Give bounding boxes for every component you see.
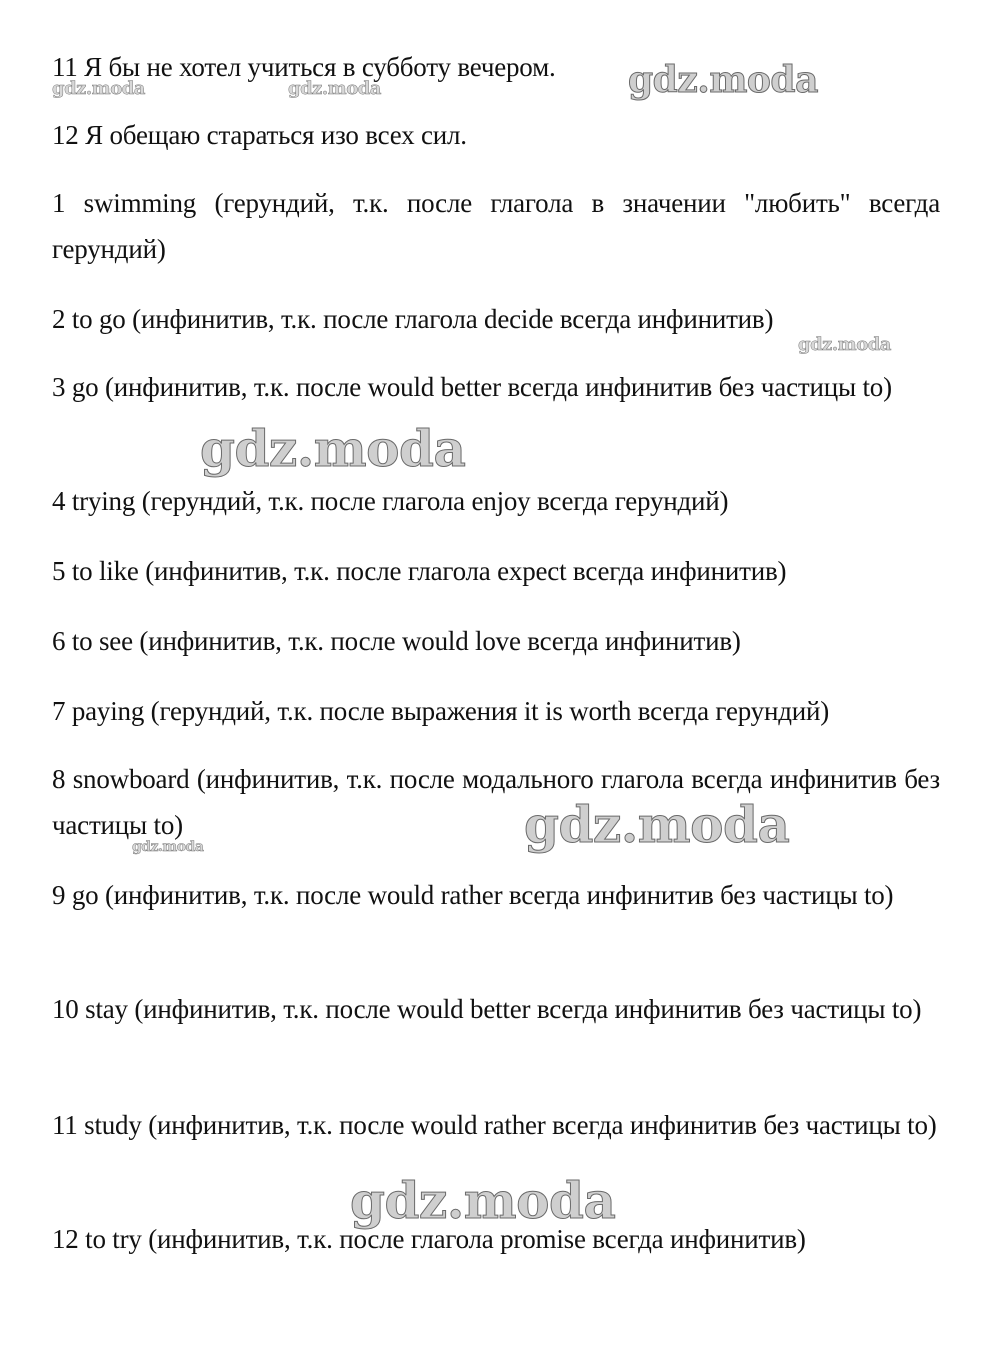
watermark-logo: gdz.moda [524,795,790,854]
watermark-logo: gdz.moda [628,59,818,101]
watermark-logo: gdz.moda [200,419,466,478]
answer-line-7: 7 paying (герундий, т.к. после выражения it is worth всегда герундий) [52,696,830,726]
answer-line-1: 1 swimming (герундий, т.к. после глагола в значении "любить" всегда герундий) [52,188,940,264]
answer-line-3: 3 go (инфинитив, т.к. после would better всегда инфинитив без частицы to) [52,372,892,402]
answer-line-10: 10 stay (инфинитив, т.к. после would better всегда инфинитив без частицы to) [52,994,922,1024]
answer-line-9: 9 go (инфинитив, т.к. после would rather всегда инфинитив без частицы to) [52,880,894,910]
answer-line-4: 4 trying (герундий, т.к. после глагола enjoy всегда герундий) [52,486,729,516]
answer-line-12: 12 to try (инфинитив, т.к. после глагола promise всегда инфинитив) [52,1224,806,1254]
translation-line-12: 12 Я обещаю стараться изо всех сил. [52,120,467,150]
answer-line-6: 6 to see (инфинитив, т.к. после would love всегда инфинитив) [52,626,741,656]
watermark-logo: gdz.moda [52,78,145,99]
answer-line-11: 11 study (инфинитив, т.к. после would rather всегда инфинитив без частицы to) [52,1110,937,1140]
answer-line-2: 2 to go (инфинитив, т.к. после глагола decide всегда инфинитив) [52,304,774,334]
watermark-logo: gdz.moda [132,839,204,855]
watermark-logo: gdz.moda [288,78,381,99]
watermark-logo: gdz.moda [798,334,891,355]
answer-line-8: 8 snowboard (инфинитив, т.к. после модального глагола всегда инфинитив без частицы to) [52,764,940,840]
translation-line-11: 11 Я бы не хотел учиться в субботу вечером. [52,52,556,82]
answer-line-5: 5 to like (инфинитив, т.к. после глагола expect всегда инфинитив) [52,556,787,586]
watermark-logo: gdz.moda [350,1171,616,1230]
